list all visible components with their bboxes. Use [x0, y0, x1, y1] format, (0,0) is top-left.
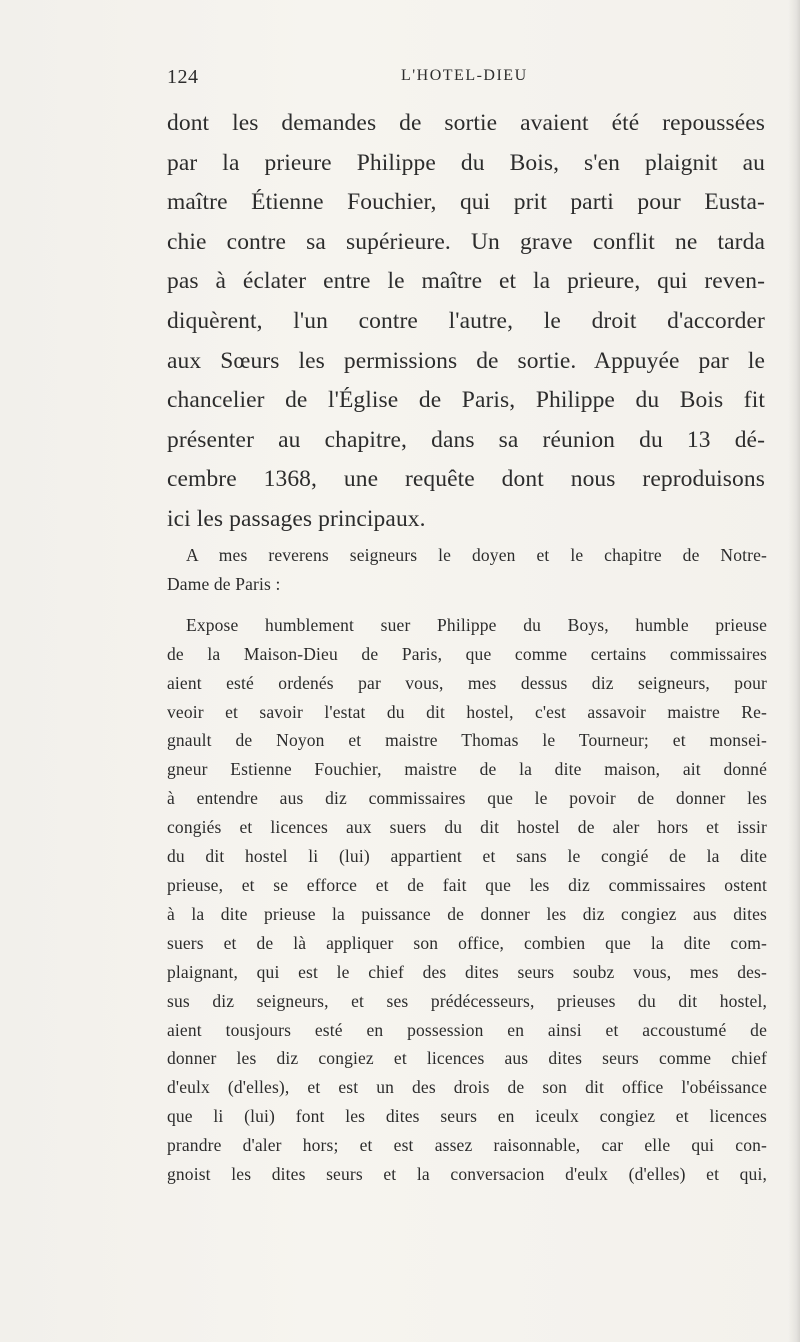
quote-line: gneur Estienne Fouchier, maistre de la dite maison, ait donné — [167, 759, 767, 780]
quote-line: Expose humblement suer Philippe du Boys, humble prieuse — [186, 614, 767, 635]
quote-line: du dit hostel li (lui) appartient et sans le congié de la dite — [167, 846, 767, 867]
quote-line: aient tousjours esté en possession en ainsi et accoustumé de — [167, 1019, 767, 1040]
quote-line: veoir et savoir l'estat du dit hostel, c'est assavoir maistre Re- — [167, 701, 767, 722]
text-line: chancelier de l'Église de Paris, Philippe du Bois fit — [167, 387, 765, 414]
quote-line: d'eulx (d'elles), et est un des drois de son dit office l'obéissance — [167, 1077, 767, 1098]
quote-line: plaignant, qui est le chief des dites seurs soubz vous, mes des- — [167, 961, 767, 982]
text-line: présenter au chapitre, dans sa réunion du 13 dé- — [167, 426, 765, 453]
quote-line: suers et de là appliquer son office, combien que la dite com- — [167, 932, 767, 953]
quote-line: de la Maison-Dieu de Paris, que comme certains commissaires — [167, 643, 767, 664]
quote-line: Dame de Paris : — [167, 573, 281, 594]
text-line: diquèrent, l'un contre l'autre, le droit d'accorder — [167, 307, 765, 334]
quote-line: que li (lui) font les dites seurs en iceulx congiez et licences — [167, 1106, 767, 1127]
quote-line: gnoist les dites seurs et la conversacion d'eulx (d'elles) et qui, — [167, 1164, 767, 1185]
page-edge-shadow — [788, 0, 800, 1342]
text-line: maître Étienne Fouchier, qui prit parti pour Eusta- — [167, 189, 765, 216]
text-line: ici les passages principaux. — [167, 505, 426, 532]
quote-line: prieuse, et se efforce et de fait que les diz commissaires ostent — [167, 874, 767, 895]
petition-body — [167, 611, 767, 1189]
quote-line: A mes reverens seigneurs le doyen et le chapitre de Notre- — [186, 545, 767, 565]
running-head — [167, 66, 767, 90]
text-line: par la prieure Philippe du Bois, s'en plaignit au — [167, 149, 765, 176]
quote-line: congiés et licences aux suers du dit hostel de aler hors et issir — [167, 817, 767, 838]
text-line: chie contre sa supérieure. Un grave conflit ne tarda — [167, 228, 765, 255]
quote-line: sus diz seigneurs, et ses prédécesseurs, prieuses du dit hostel, — [167, 990, 767, 1011]
quote-line: prandre d'aler hors; et est assez raisonnable, car elle qui con- — [167, 1135, 767, 1156]
text-line: dont les demandes de sortie avaient été repoussées — [167, 110, 765, 136]
petition-address — [167, 541, 767, 599]
running-title: L'HOTEL-DIEU — [401, 67, 528, 84]
page-number: 124 — [167, 66, 199, 88]
quote-line: à la dite prieuse la puissance de donner les diz congiez aus dites — [167, 903, 767, 924]
quote-line: gnault de Noyon et maistre Thomas le Tourneur; et monsei- — [167, 730, 767, 751]
quoted-petition — [167, 541, 767, 1189]
quote-line: donner les diz congiez et licences aus dites seurs comme chief — [167, 1048, 767, 1069]
text-line: pas à éclater entre le maître et la prieure, qui reven- — [167, 268, 765, 295]
text-line: aux Sœurs les permissions de sortie. Appuyée par le — [167, 347, 765, 374]
text-line: cembre 1368, une requête dont nous reproduisons — [167, 466, 765, 493]
quote-line: à entendre aus diz commissaires que le povoir de donner les — [167, 788, 767, 809]
quote-line: aient esté ordenés par vous, mes dessus diz seigneurs, pour — [167, 672, 767, 693]
main-paragraph — [167, 104, 765, 540]
